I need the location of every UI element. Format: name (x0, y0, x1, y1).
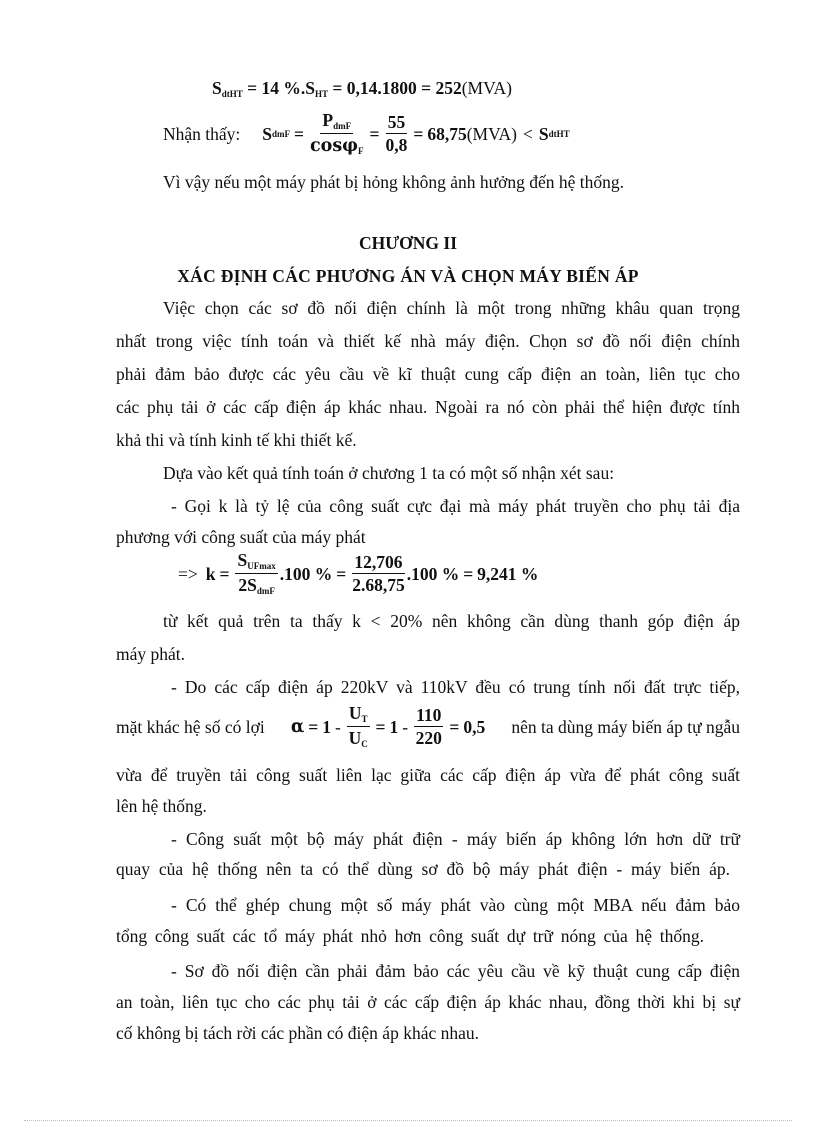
fraction-12706-over-26875 (352, 551, 405, 595)
denominator: $U_C$ (348, 728, 368, 749)
equals-sign: = (449, 716, 460, 737)
voltage-line-post: nên ta dùng máy biến áp tự ngẫu (511, 716, 740, 737)
equals-sign: = (336, 563, 347, 584)
subscript: dtHT (548, 129, 570, 139)
fraction-p-over-cos (310, 112, 364, 156)
result-value: 68,75 (427, 123, 467, 144)
one: 1 (389, 716, 399, 737)
formula-k-ratio (178, 552, 538, 596)
intro-line: phải đảm bảo được các yêu cầu về kĩ thuật cung cấp điện an toàn, liên tục cho (116, 364, 740, 384)
numerator: 110 (414, 707, 443, 728)
fraction-s-over-2s (235, 552, 277, 596)
equals-sign: = (421, 78, 432, 98)
equals-sign: = (247, 78, 258, 98)
times-100-percent: .100 % (406, 563, 460, 584)
equals-sign: = (413, 123, 424, 144)
intro-line: khả thi và tính kinh tế khi thiết kế. (116, 430, 357, 450)
subscript: HT (314, 89, 328, 99)
conclusion-line: Vì vậy nếu một máy phát bị hỏng không ảnh hưởng đến hệ thống. (163, 172, 625, 192)
formula-s-dt (212, 78, 512, 99)
equals-sign: = (463, 563, 474, 584)
voltage-line: - Do các cấp điện áp 220kV và 110kV đều có trung tính nối đất trực tiếp, (171, 677, 740, 697)
result-value: 9,241 % (477, 563, 539, 584)
percent-value: 14 % (261, 78, 301, 98)
product-value: 0,14.1800 (346, 78, 417, 98)
equals-sign: = (294, 123, 304, 144)
result-value: 0,5 (463, 716, 486, 737)
fraction-55-over-08 (385, 111, 408, 155)
minus-sign: - (402, 716, 409, 737)
var-alpha: α (290, 717, 305, 737)
sodo-line: an toàn, liên tục cho các phụ tải ở các cấp điện áp khác nhau, đồng thời khi bị sự (116, 992, 740, 1012)
k-definition-line: - Gọi k là tỷ lệ của công suất cực đại mà máy phát truyền cho phụ tải địa (171, 496, 740, 516)
denominator: 220 (415, 728, 442, 748)
denominator: cosφ$_F$ (310, 136, 364, 156)
numerator: 55 (386, 114, 408, 135)
denominator: 2.68,75 (352, 575, 405, 595)
k-definition-line: phương với công suất của máy phát (116, 527, 366, 547)
subscript: dtHT (221, 89, 243, 99)
k-result-line: từ kết quả trên ta thấy k < 20% nên không cần dùng thanh góp điện áp (163, 611, 740, 631)
var-s: S (538, 123, 549, 144)
numerator: $P_{dmF}$ (320, 112, 353, 134)
var-s: S (305, 78, 315, 98)
voltage-line: lên hệ thống. (116, 796, 207, 816)
nhan-thay-label: Nhận thấy: (163, 123, 241, 144)
formula-nhan-thay (163, 112, 570, 156)
ghep-line: tổng công suất các tổ máy phát nhỏ hơn công suất dự trữ nóng của hệ thống. (116, 926, 704, 946)
footer-dotted-rule (24, 1120, 792, 1121)
less-than-sign: < (522, 123, 533, 144)
times-100-percent: .100 % (279, 563, 333, 584)
var-s: S (262, 123, 273, 144)
unit: (MVA) (466, 123, 517, 144)
intro-line: nhất trong việc tính toán và thiết kế nhà máy điện. Chọn sơ đồ nối điện chính (116, 331, 740, 351)
minus-sign: - (335, 716, 341, 737)
voltage-line-pre: mặt khác hệ số có lợi (116, 716, 265, 737)
var-k: k (205, 563, 216, 584)
intro-line: Việc chọn các sơ đồ nối điện chính là một trong những khâu quan trọng (163, 298, 740, 318)
denominator: $2S_{dmF}$ (238, 575, 275, 596)
numerator: $U_T$ (347, 705, 370, 727)
formula-alpha (291, 705, 485, 749)
bo-line: quay của hệ thống nên ta có thể dùng sơ đồ bộ máy phát điện - máy biến áp. (116, 859, 730, 879)
result-value: 252 (435, 78, 462, 98)
fraction-ut-over-uc (347, 705, 370, 749)
bo-line: - Công suất một bộ máy phát điện - máy biến áp không lớn hơn dữ trữ (171, 829, 740, 849)
subscript: dmF (272, 129, 291, 139)
sodo-line: - Sơ đồ nối điện cần phải đảm bảo các yêu cầu về kỹ thuật cung cấp điện (171, 961, 740, 981)
equals-sign: = (332, 78, 343, 98)
one: 1 (322, 716, 332, 737)
equals-sign: = (369, 123, 380, 144)
sodo-line: cố không bị tách rời các phần có điện áp khác nhau. (116, 1023, 480, 1043)
numerator: $S_{UFmax}$ (235, 552, 277, 574)
dot: . (300, 78, 306, 98)
based-on-line: Dựa vào kết quả tính toán ở chương 1 ta có một số nhận xét sau: (163, 463, 615, 483)
chapter-subtitle: XÁC ĐỊNH CÁC PHƯƠNG ÁN VÀ CHỌN MÁY BIẾN ÁP (177, 266, 639, 286)
voltage-line: vừa để truyền tải công suất liên lạc giữa các cấp điện áp vừa để phát công suất (116, 765, 740, 785)
equals-sign: = (375, 716, 386, 737)
voltage-line-with-alpha (116, 702, 740, 752)
unit: (MVA) (461, 78, 512, 98)
implies-arrow: => (178, 563, 198, 584)
chapter-title: CHƯƠNG II (358, 233, 458, 253)
denominator: 0,8 (385, 135, 408, 155)
equals-sign: = (308, 716, 319, 737)
intro-line: các phụ tải ở các cấp điện áp khác nhau. Ngoài ra nó còn phải thể hiện được tính (116, 397, 740, 417)
numerator: 12,706 (352, 554, 404, 575)
equals-sign: = (219, 563, 230, 584)
ghep-line: - Có thể ghép chung một số máy phát vào cùng một MBA nếu đảm bảo (171, 895, 740, 915)
fraction-110-over-220 (414, 704, 443, 748)
var-s: S (212, 78, 222, 98)
k-result-line: máy phát. (116, 644, 186, 664)
